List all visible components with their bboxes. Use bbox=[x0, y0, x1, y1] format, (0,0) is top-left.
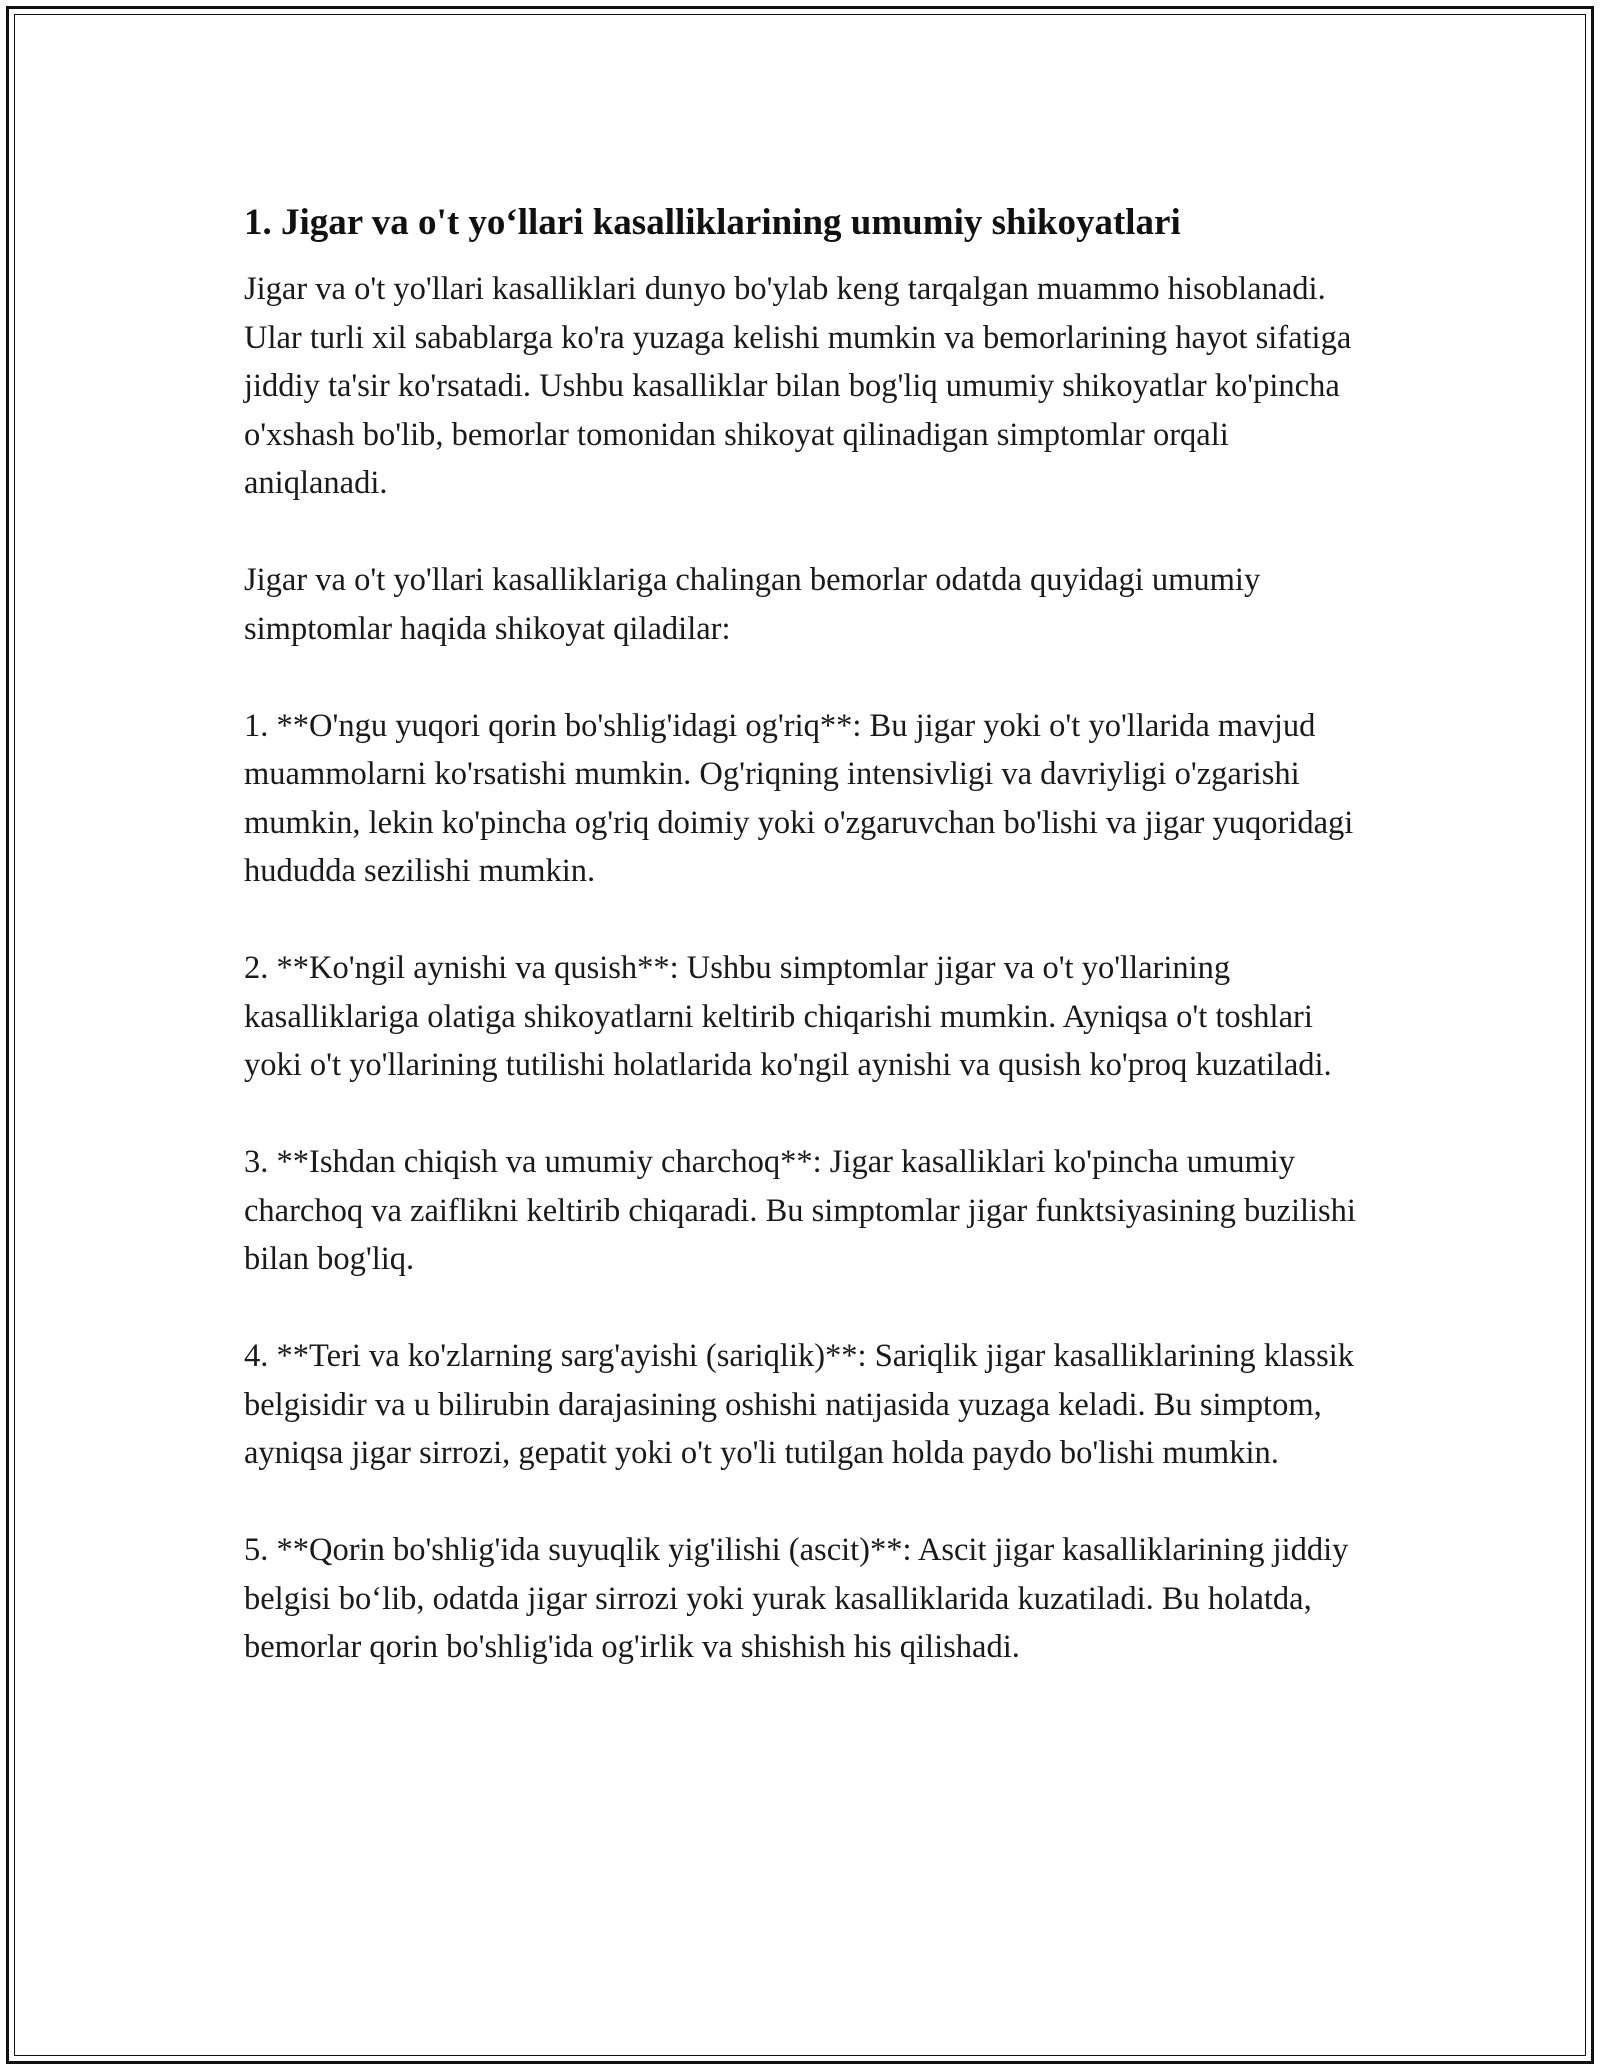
section-title: 1. Jigar va o't yo‘llari kasalliklarining umumiy shikoyatlari bbox=[244, 202, 1181, 243]
document-body bbox=[244, 199, 1374, 1720]
symptom-item-5: 5. **Qorin bo'shlig'ida suyuqlik yig'ilishi (ascit)**: Ascit jigar kasalliklarining jiddiy belgisi bo‘lib, odatda jigar sirrozi yoki yurak kasalliklarida kuzatiladi. Bu holatda, bemorlar qorin bo'shlig'ida og'irlik va shishish his qilishadi. bbox=[244, 1532, 1349, 1665]
symptom-item-2: 2. **Ko'ngil aynishi va qusish**: Ushbu simptomlar jigar va o't yo'llarining kasalliklariga olatiga shikoyatlarni keltirib chiqarishi mumkin. Ayniqsa o't toshlari yoki o't yo'llarining tutilishi holatlarida ko'ngil aynishi va qusish ko'proq kuzatiladi. bbox=[244, 950, 1332, 1083]
symptom-item-4: 4. **Teri va ko'zlarning sarg'ayishi (sariqlik)**: Sariqlik jigar kasalliklarining klassik belgisidir va u bilirubin darajasining oshishi natijasida yuzaga keladi. Bu simptom, ayniqsa jigar sirrozi, gepatit yoki o't yo'li tutilgan holda paydo bo'lishi mumkin. bbox=[244, 1338, 1354, 1471]
symptom-item-3: 3. **Ishdan chiqish va umumiy charchoq**: Jigar kasalliklari ko'pincha umumiy charchoq va zaiflikni keltirib chiqaradi. Bu simptomlar jigar funktsiyasining buzilishi bilan bog'liq. bbox=[244, 1144, 1356, 1277]
intro-paragraph: Jigar va o't yo'llari kasalliklari dunyo bo'ylab keng tarqalgan muammo hisoblanadi. Ular turli xil sabablarga ko'ra yuzaga kelishi mumkin va bemorlarining hayot sifatiga jiddiy ta'sir ko'rsatadi. Ushbu kasalliklar bilan bog'liq umumiy shikoyatlar ko'pincha o'xshash bo'lib, bemorlar tomonidan shikoyat qilinadigan simptomlar orqali aniqlanadi. bbox=[244, 271, 1352, 501]
symptom-item-1: 1. **O'ngu yuqori qorin bo'shlig'idagi og'riq**: Bu jigar yoki o't yo'llarida mavjud muammolarni ko'rsatishi mumkin. Og'riqning intensivligi va davriyligi o'zgarishi mumkin, lekin ko'pincha og'riq doimiy yoki o'zgaruvchan bo'lishi va jigar yuqoridagi hududda sezilishi mumkin. bbox=[244, 707, 1354, 889]
symptoms-intro-paragraph: Jigar va o't yo'llari kasalliklariga chalingan bemorlar odatda quyidagi umumiy simptomlar haqida shikoyat qiladilar: bbox=[244, 562, 1261, 647]
page-frame bbox=[6, 6, 1594, 2064]
